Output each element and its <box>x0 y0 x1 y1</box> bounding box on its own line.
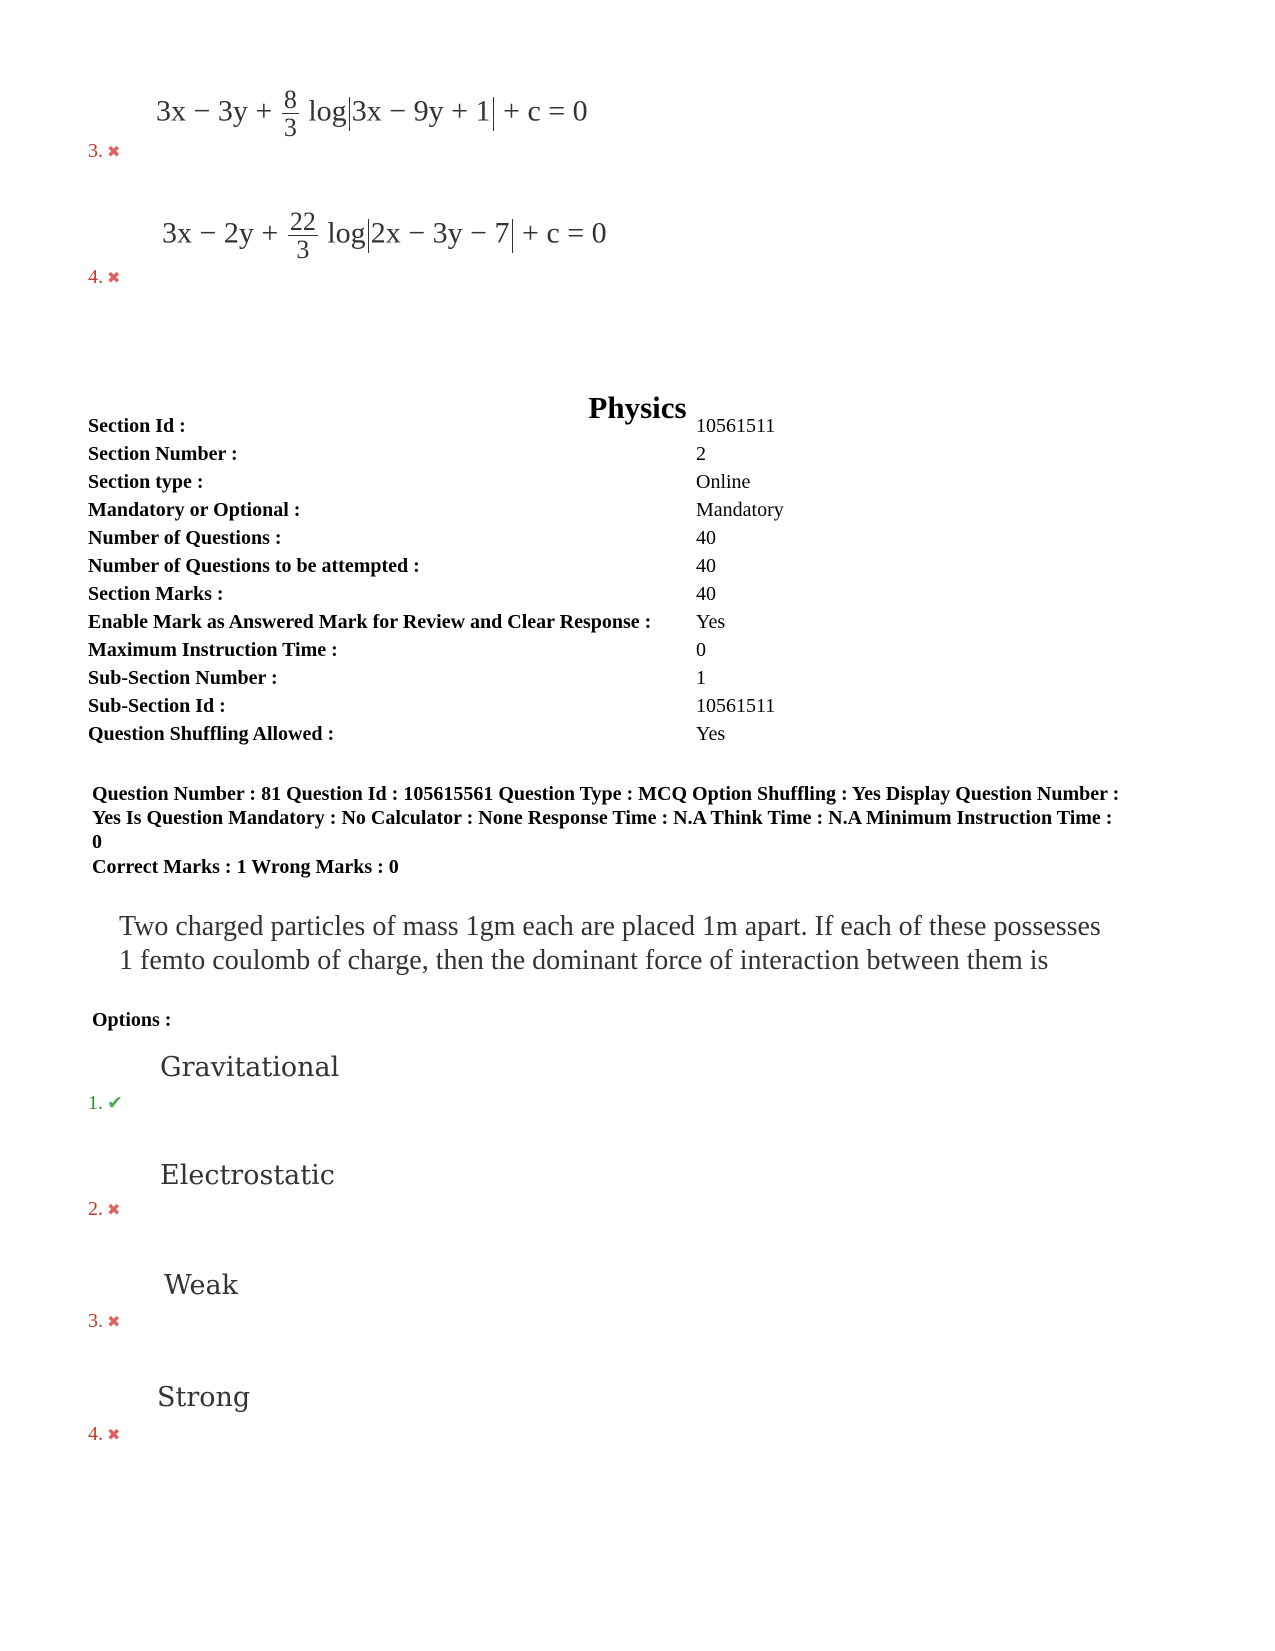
question-marks: Correct Marks : 1 Wrong Marks : 0 <box>92 856 399 878</box>
section-row-label: Maximum Instruction Time : <box>88 639 338 661</box>
fraction-numerator: 8 <box>283 85 297 114</box>
section-row-label: Section Id : <box>88 415 186 437</box>
formula-tail: + c = 0 <box>503 94 588 128</box>
cross-icon: ✖ <box>107 1427 121 1444</box>
option-4-text: Strong <box>157 1382 251 1413</box>
option-number: 3. <box>88 1310 103 1332</box>
question-text-line: 1 femto coulomb of charge, then the dominant force of interaction between them is <box>119 945 1049 976</box>
section-row-label: Section type : <box>88 471 204 493</box>
question-meta <box>92 782 1202 854</box>
question-meta-line: 0 <box>92 831 102 853</box>
formula-tail: + c = 0 <box>522 216 607 250</box>
section-row-value: 40 <box>696 527 716 549</box>
cross-icon: ✖ <box>107 144 121 161</box>
option-number: 4. <box>88 1423 103 1445</box>
question-text-line: Two charged particles of mass 1gm each are placed 1m apart. If each of these possesses <box>119 911 1101 942</box>
formula-log: log <box>327 216 366 250</box>
section-row-value: 40 <box>696 555 716 577</box>
section-row-value: Mandatory <box>696 499 784 521</box>
section-row-label: Sub-Section Number : <box>88 667 278 689</box>
section-row-value: Online <box>696 471 751 493</box>
option-number: 3. <box>88 140 103 162</box>
formula-fraction <box>282 86 299 142</box>
section-row-value: 10561511 <box>696 695 776 717</box>
section-row-label: Question Shuffling Allowed : <box>88 723 335 745</box>
section-row-label: Section Number : <box>88 443 238 465</box>
section-row-label: Mandatory or Optional : <box>88 499 301 521</box>
option-number: 4. <box>88 266 103 288</box>
fraction-denominator: 3 <box>283 113 297 143</box>
cross-icon: ✖ <box>107 1202 121 1219</box>
section-row-label: Enable Mark as Answered Mark for Review and Clear Response : <box>88 611 652 633</box>
prev-option-4-number <box>88 266 120 289</box>
formula-lead: 3x − 3y + <box>156 94 273 128</box>
section-title: Physics <box>588 390 687 425</box>
option-4-number <box>88 1423 120 1446</box>
question-text <box>119 910 1179 978</box>
option-1-number <box>88 1092 123 1115</box>
options-label: Options : <box>92 1009 172 1031</box>
question-meta-line: Question Number : 81 Question Id : 105615561 Question Type : MCQ Option Shuffling : Yes Display Question Number : <box>92 783 1120 805</box>
section-row-value: Yes <box>696 611 726 633</box>
formula-fraction <box>288 208 318 264</box>
question-meta-line: Yes Is Question Mandatory : No Calculator : None Response Time : N.A Think Time : N.A Minimum Instruction Time : <box>92 807 1113 829</box>
cross-icon: ✖ <box>107 1314 121 1331</box>
fraction-numerator: 22 <box>289 207 316 236</box>
section-row-value: 2 <box>696 443 706 465</box>
option-2-text: Electrostatic <box>160 1160 335 1191</box>
option-number: 2. <box>88 1198 103 1220</box>
section-row-label: Number of Questions : <box>88 527 282 549</box>
formula-abs: 3x − 9y + 1 <box>351 94 491 128</box>
prev-option-4-formula <box>162 208 607 264</box>
section-row-value: 10561511 <box>696 415 776 437</box>
fraction-denominator: 3 <box>296 235 310 265</box>
cross-icon: ✖ <box>107 270 121 287</box>
option-3-number <box>88 1310 120 1333</box>
formula-lead: 3x − 2y + <box>162 216 279 250</box>
formula-abs: 2x − 3y − 7 <box>370 216 510 250</box>
option-number: 1. <box>88 1092 103 1114</box>
section-row-value: 40 <box>696 583 716 605</box>
prev-option-3-number <box>88 140 120 163</box>
formula-log: log <box>308 94 347 128</box>
option-3-text: Weak <box>164 1270 238 1301</box>
section-row-value: 0 <box>696 639 706 661</box>
option-1-text: Gravitational <box>160 1052 340 1083</box>
prev-option-3-formula <box>156 86 588 142</box>
section-row-label: Number of Questions to be attempted : <box>88 555 420 577</box>
section-row-label: Sub-Section Id : <box>88 695 226 717</box>
section-row-value: 1 <box>696 667 706 689</box>
section-row-label: Section Marks : <box>88 583 224 605</box>
check-icon: ✔ <box>107 1093 123 1114</box>
option-2-number <box>88 1198 120 1221</box>
section-row-value: Yes <box>696 723 726 745</box>
